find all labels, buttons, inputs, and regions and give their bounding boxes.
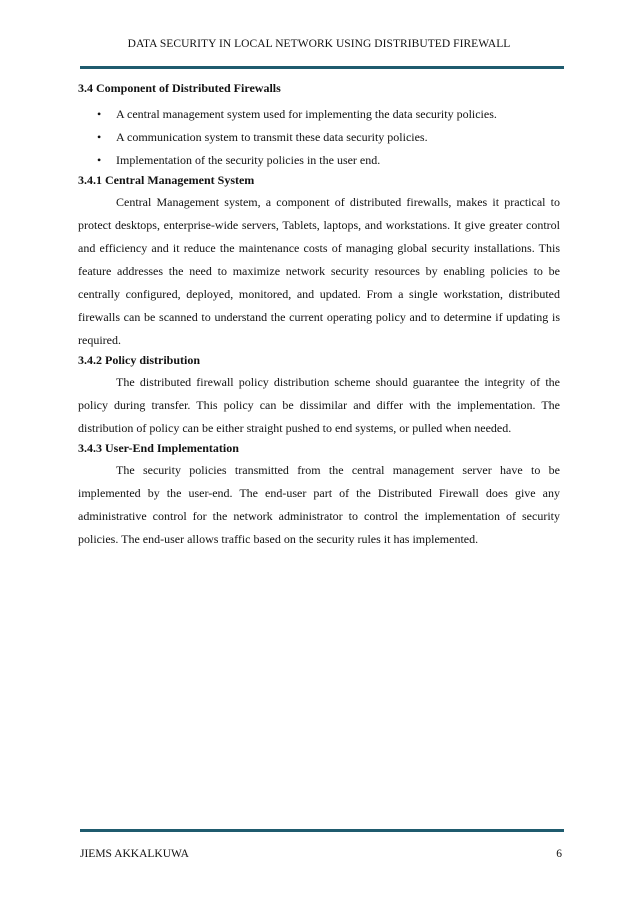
page-number: 6: [556, 848, 562, 860]
list-item-text: A central management system used for implementing the data security policies.: [116, 107, 497, 121]
list-item: [78, 149, 560, 172]
footer-institution: JIEMS AKKALKUWA: [80, 848, 189, 860]
bullet-icon: •: [97, 107, 102, 121]
page-content: [78, 80, 560, 551]
bullet-icon: •: [97, 130, 102, 144]
list-item: [78, 126, 560, 149]
paragraph-policy-distribution: The distributed firewall policy distribution scheme should guarantee the integrity of the policy during transfer. This policy can be dissimilar and differ with the implementation. The distribution of policy can be either straight pushed to end systems, or pulled when needed.: [78, 375, 560, 435]
paragraph-central-management: Central Management system, a component of distributed firewalls, makes it practical to protect desktops, enterprise-wide servers, Tablets, laptops, and workstations. It give greater control and efficiency and it reduce the maintenance costs of managing global security installations. This feature addresses the need to maximize network security resources by enabling policies to be centrally configured, deployed, monitored, and updated. From a single workstation, distributed firewalls can be scanned to understand the current operating policy and to determine if updating is required.: [78, 195, 560, 347]
list-item-text: Implementation of the security policies in the user end.: [116, 153, 381, 167]
list-item-text: A communication system to transmit these data security policies.: [116, 130, 428, 144]
bullet-icon: •: [97, 153, 102, 167]
subsection-heading-user-end: 3.4.3 User-End Implementation: [78, 441, 239, 455]
list-item: [78, 103, 560, 126]
header-rule: [80, 66, 564, 69]
subsection-heading-policy-distribution: 3.4.2 Policy distribution: [78, 353, 201, 367]
footer-rule: [80, 829, 564, 832]
component-list: [78, 103, 560, 172]
paragraph-user-end: The security policies transmitted from the central management server have to be implemented by the user-end. The end-user part of the Distributed Firewall does give any administrative control for the network administrator to control the implementation of security policies. The end-user allows traffic based on the security rules it has implemented.: [78, 463, 560, 546]
subsection-heading-central-management: 3.4.1 Central Management System: [78, 173, 255, 187]
section-heading: 3.4 Component of Distributed Firewalls: [78, 81, 281, 95]
page-header: DATA SECURITY IN LOCAL NETWORK USING DISTRIBUTED FIREWALL: [127, 38, 511, 50]
